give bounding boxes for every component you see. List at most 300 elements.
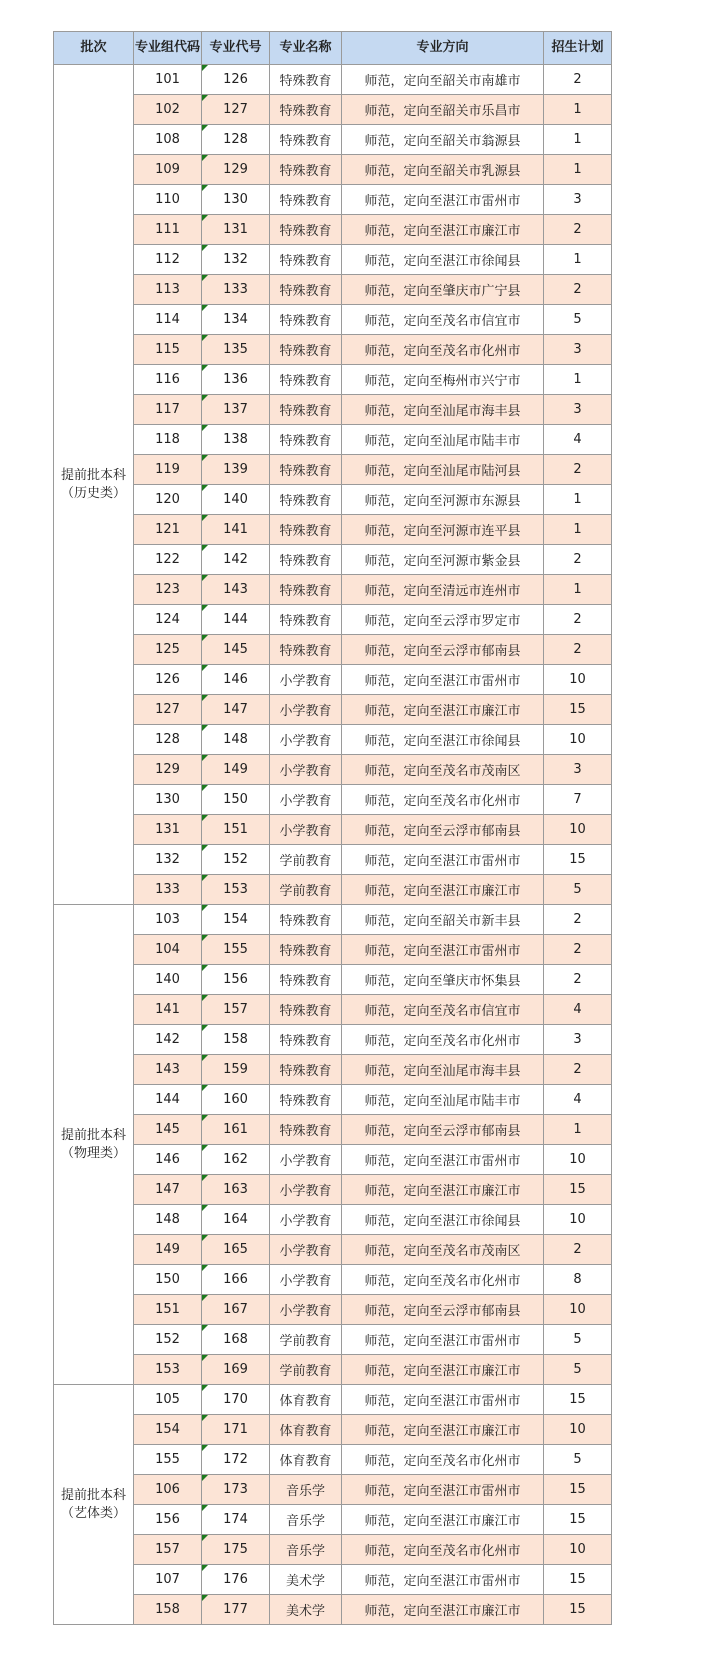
table-row — [54, 1205, 612, 1235]
major-name-cell — [270, 395, 342, 425]
major-direction-cell — [342, 635, 544, 665]
major-code-text: 140 — [223, 492, 248, 507]
major-code-cell — [202, 725, 270, 755]
table-row — [54, 1445, 612, 1475]
major-code-cell — [202, 65, 270, 95]
group-code-cell — [134, 545, 202, 575]
group-code-cell — [134, 395, 202, 425]
major-direction-cell — [342, 785, 544, 815]
group-code-cell — [134, 1565, 202, 1595]
major-code-cell — [202, 965, 270, 995]
group-code-cell — [134, 155, 202, 185]
text-number-marker-icon — [202, 545, 208, 551]
major-name-text: 特殊教育 — [279, 74, 332, 89]
plan-count-cell — [544, 815, 612, 845]
major-direction-text: 师范，定向至汕尾市陆丰市 — [364, 434, 521, 449]
text-number-marker-icon — [202, 455, 208, 461]
plan-count-cell — [544, 485, 612, 515]
plan-count-cell — [544, 1115, 612, 1145]
group-code-cell — [134, 125, 202, 155]
major-name-text: 学前教育 — [279, 1334, 332, 1349]
plan-count-text: 2 — [573, 942, 582, 957]
major-code-text: 147 — [223, 702, 248, 717]
group-code-cell — [134, 515, 202, 545]
group-code-text: 118 — [155, 432, 180, 447]
major-direction-text: 师范，定向至河源市东源县 — [364, 494, 521, 509]
header-enrollment-plan: 招生计划 — [544, 32, 612, 65]
enrollment-plan-table — [53, 31, 612, 1625]
major-direction-cell — [342, 425, 544, 455]
plan-count-cell — [544, 785, 612, 815]
plan-count-text: 15 — [569, 1602, 586, 1617]
major-direction-cell — [342, 365, 544, 395]
group-code-cell — [134, 1475, 202, 1505]
group-code-cell — [134, 1115, 202, 1145]
table-row — [54, 575, 612, 605]
major-name-text: 音乐学 — [285, 1544, 325, 1559]
plan-count-text: 5 — [573, 1452, 582, 1467]
plan-count-text: 15 — [569, 1512, 586, 1527]
major-code-text: 141 — [223, 522, 248, 537]
text-number-marker-icon — [202, 305, 208, 311]
major-name-text: 体育教育 — [279, 1394, 332, 1409]
major-code-cell — [202, 395, 270, 425]
major-direction-text: 师范，定向至肇庆市广宁县 — [364, 284, 521, 299]
major-direction-text: 师范，定向至茂名市化州市 — [364, 344, 521, 359]
plan-count-cell — [544, 1325, 612, 1355]
major-direction-text: 师范，定向至茂名市化州市 — [364, 1454, 521, 1469]
major-direction-cell — [342, 1565, 544, 1595]
major-code-text: 158 — [223, 1032, 248, 1047]
batch-label: 提前批本科 — [60, 467, 126, 483]
major-code-text: 166 — [223, 1272, 248, 1287]
text-number-marker-icon — [202, 1115, 208, 1121]
text-number-marker-icon — [202, 1145, 208, 1151]
group-code-text: 153 — [155, 1362, 180, 1377]
major-direction-cell — [342, 875, 544, 905]
major-code-cell — [202, 995, 270, 1025]
table-row — [54, 1355, 612, 1385]
major-name-text: 特殊教育 — [279, 584, 332, 599]
table-row — [54, 605, 612, 635]
major-code-text: 143 — [223, 582, 248, 597]
major-name-cell — [270, 1265, 342, 1295]
header-major-direction: 专业方向 — [342, 32, 544, 65]
major-name-cell — [270, 275, 342, 305]
major-name-cell — [270, 155, 342, 185]
major-direction-text: 师范，定向至云浮市郁南县 — [364, 1304, 521, 1319]
group-code-text: 151 — [155, 1302, 180, 1317]
text-number-marker-icon — [202, 1205, 208, 1211]
plan-count-cell — [544, 1415, 612, 1445]
table-row — [54, 275, 612, 305]
major-code-cell — [202, 545, 270, 575]
plan-count-cell — [544, 215, 612, 245]
plan-count-text: 2 — [573, 1242, 582, 1257]
major-code-text: 136 — [223, 372, 248, 387]
plan-count-text: 2 — [573, 912, 582, 927]
text-number-marker-icon — [202, 875, 208, 881]
group-code-cell — [134, 875, 202, 905]
major-direction-text: 师范，定向至云浮市郁南县 — [364, 1124, 521, 1139]
group-code-cell — [134, 1085, 202, 1115]
group-code-text: 129 — [155, 762, 180, 777]
text-number-marker-icon — [202, 275, 208, 281]
major-code-cell — [202, 1025, 270, 1055]
major-code-cell — [202, 215, 270, 245]
major-name-cell — [270, 1025, 342, 1055]
text-number-marker-icon — [202, 905, 208, 911]
group-code-text: 155 — [155, 1452, 180, 1467]
major-code-cell — [202, 1595, 270, 1625]
batch-cell — [54, 905, 134, 1385]
major-code-text: 137 — [223, 402, 248, 417]
text-number-marker-icon — [202, 1535, 208, 1541]
major-name-text: 小学教育 — [279, 764, 332, 779]
major-code-cell — [202, 875, 270, 905]
plan-count-cell — [544, 1265, 612, 1295]
table-row — [54, 695, 612, 725]
plan-count-text: 10 — [569, 1542, 586, 1557]
major-name-cell — [270, 1085, 342, 1115]
major-name-text: 特殊教育 — [279, 344, 332, 359]
plan-count-cell — [544, 305, 612, 335]
major-name-text: 特殊教育 — [279, 1004, 332, 1019]
plan-count-cell — [544, 1295, 612, 1325]
group-code-cell — [134, 1505, 202, 1535]
group-code-text: 114 — [155, 312, 180, 327]
major-direction-cell — [342, 125, 544, 155]
major-code-cell — [202, 1115, 270, 1145]
group-code-text: 152 — [155, 1332, 180, 1347]
group-code-cell — [134, 845, 202, 875]
plan-count-text: 10 — [569, 1152, 586, 1167]
plan-count-text: 10 — [569, 1212, 586, 1227]
major-direction-text: 师范，定向至湛江市廉江市 — [364, 1364, 521, 1379]
major-direction-text: 师范，定向至汕尾市陆丰市 — [364, 1094, 521, 1109]
text-number-marker-icon — [202, 185, 208, 191]
group-code-text: 142 — [155, 1032, 180, 1047]
major-code-cell — [202, 125, 270, 155]
major-direction-cell — [342, 965, 544, 995]
major-code-cell — [202, 275, 270, 305]
major-name-cell — [270, 1595, 342, 1625]
table-row — [54, 395, 612, 425]
group-code-cell — [134, 1535, 202, 1565]
table-row — [54, 155, 612, 185]
group-code-cell — [134, 1325, 202, 1355]
group-code-text: 112 — [155, 252, 180, 267]
major-name-cell — [270, 1115, 342, 1145]
major-direction-cell — [342, 215, 544, 245]
major-code-cell — [202, 95, 270, 125]
major-direction-text: 师范，定向至湛江市雷州市 — [364, 674, 521, 689]
text-number-marker-icon — [202, 1055, 208, 1061]
plan-count-cell — [544, 665, 612, 695]
text-number-marker-icon — [202, 995, 208, 1001]
plan-count-text: 1 — [573, 132, 582, 147]
table-row — [54, 95, 612, 125]
major-code-text: 177 — [223, 1602, 248, 1617]
major-direction-cell — [342, 845, 544, 875]
major-code-text: 144 — [223, 612, 248, 627]
plan-count-text: 5 — [573, 312, 582, 327]
group-code-text: 148 — [155, 1212, 180, 1227]
major-direction-text: 师范，定向至韶关市乳源县 — [364, 164, 521, 179]
group-code-text: 150 — [155, 1272, 180, 1287]
batch-label: 提前批本科 — [60, 1487, 126, 1503]
text-number-marker-icon — [202, 1505, 208, 1511]
major-direction-cell — [342, 305, 544, 335]
major-name-text: 小学教育 — [279, 674, 332, 689]
table-row — [54, 305, 612, 335]
major-name-cell — [270, 1235, 342, 1265]
major-direction-cell — [342, 1235, 544, 1265]
major-name-cell — [270, 1355, 342, 1385]
header-batch: 批次 — [54, 32, 134, 65]
table-row — [54, 515, 612, 545]
batch-category: （历史类） — [60, 485, 126, 501]
major-code-cell — [202, 1325, 270, 1355]
major-code-text: 129 — [223, 162, 248, 177]
group-code-cell — [134, 1295, 202, 1325]
major-direction-cell — [342, 935, 544, 965]
group-code-cell — [134, 785, 202, 815]
table-row — [54, 335, 612, 365]
group-code-cell — [134, 815, 202, 845]
major-name-text: 小学教育 — [279, 704, 332, 719]
major-name-cell — [270, 365, 342, 395]
major-code-cell — [202, 785, 270, 815]
major-name-text: 特殊教育 — [279, 104, 332, 119]
major-direction-text: 师范，定向至汕尾市海丰县 — [364, 1064, 521, 1079]
major-name-cell — [270, 845, 342, 875]
major-direction-cell — [342, 1295, 544, 1325]
text-number-marker-icon — [202, 65, 208, 71]
text-number-marker-icon — [202, 335, 208, 341]
major-code-cell — [202, 905, 270, 935]
text-number-marker-icon — [202, 515, 208, 521]
table-row — [54, 1565, 612, 1595]
major-code-text: 153 — [223, 882, 248, 897]
plan-count-text: 1 — [573, 252, 582, 267]
major-name-text: 特殊教育 — [279, 524, 332, 539]
batch-cell — [54, 65, 134, 905]
plan-count-text: 10 — [569, 822, 586, 837]
major-name-cell — [270, 755, 342, 785]
major-direction-cell — [342, 815, 544, 845]
major-name-cell — [270, 425, 342, 455]
major-code-text: 161 — [223, 1122, 248, 1137]
major-direction-cell — [342, 275, 544, 305]
major-direction-text: 师范，定向至湛江市廉江市 — [364, 704, 521, 719]
text-number-marker-icon — [202, 935, 208, 941]
major-code-cell — [202, 665, 270, 695]
major-name-text: 小学教育 — [279, 794, 332, 809]
major-direction-cell — [342, 1175, 544, 1205]
major-code-cell — [202, 425, 270, 455]
major-name-text: 特殊教育 — [279, 974, 332, 989]
major-direction-cell — [342, 1115, 544, 1145]
major-direction-text: 师范，定向至湛江市徐闻县 — [364, 734, 521, 749]
group-code-cell — [134, 1025, 202, 1055]
major-name-text: 特殊教育 — [279, 1094, 332, 1109]
plan-count-text: 3 — [573, 342, 582, 357]
plan-count-text: 2 — [573, 642, 582, 657]
text-number-marker-icon — [202, 1175, 208, 1181]
major-code-text: 159 — [223, 1062, 248, 1077]
major-direction-text: 师范，定向至茂名市信宜市 — [364, 1004, 521, 1019]
major-code-text: 175 — [223, 1542, 248, 1557]
text-number-marker-icon — [202, 395, 208, 401]
group-code-text: 120 — [155, 492, 180, 507]
table-row — [54, 1415, 612, 1445]
major-name-cell — [270, 545, 342, 575]
major-name-cell — [270, 335, 342, 365]
major-direction-text: 师范，定向至汕尾市海丰县 — [364, 404, 521, 419]
plan-count-text: 4 — [573, 1002, 582, 1017]
major-name-cell — [270, 785, 342, 815]
batch-category: （物理类） — [60, 1145, 126, 1161]
group-code-cell — [134, 185, 202, 215]
major-direction-text: 师范，定向至韶关市新丰县 — [364, 914, 521, 929]
major-name-cell — [270, 215, 342, 245]
major-code-text: 154 — [223, 912, 248, 927]
text-number-marker-icon — [202, 365, 208, 371]
group-code-text: 143 — [155, 1062, 180, 1077]
plan-count-cell — [544, 935, 612, 965]
group-code-text: 154 — [155, 1422, 180, 1437]
table-row — [54, 1175, 612, 1205]
major-direction-text: 师范，定向至湛江市徐闻县 — [364, 1214, 521, 1229]
major-code-text: 139 — [223, 462, 248, 477]
major-name-text: 音乐学 — [285, 1514, 325, 1529]
group-code-text: 107 — [155, 1572, 180, 1587]
group-code-cell — [134, 635, 202, 665]
plan-count-cell — [544, 1235, 612, 1265]
text-number-marker-icon — [202, 1325, 208, 1331]
major-code-text: 168 — [223, 1332, 248, 1347]
major-code-cell — [202, 485, 270, 515]
major-name-text: 特殊教育 — [279, 914, 332, 929]
major-code-text: 148 — [223, 732, 248, 747]
header-row — [54, 32, 612, 65]
group-code-cell — [134, 965, 202, 995]
plan-count-text: 15 — [569, 702, 586, 717]
text-number-marker-icon — [202, 1385, 208, 1391]
plan-count-cell — [544, 245, 612, 275]
major-name-text: 学前教育 — [279, 854, 332, 869]
major-direction-text: 师范，定向至茂名市化州市 — [364, 1274, 521, 1289]
group-code-text: 115 — [155, 342, 180, 357]
plan-count-cell — [544, 1145, 612, 1175]
major-direction-text: 师范，定向至云浮市罗定市 — [364, 614, 521, 629]
text-number-marker-icon — [202, 665, 208, 671]
major-code-cell — [202, 695, 270, 725]
major-name-text: 学前教育 — [279, 884, 332, 899]
group-code-cell — [134, 1145, 202, 1175]
major-direction-text: 师范，定向至茂名市化州市 — [364, 1544, 521, 1559]
major-direction-cell — [342, 485, 544, 515]
group-code-cell — [134, 1055, 202, 1085]
plan-count-cell — [544, 1085, 612, 1115]
major-code-cell — [202, 185, 270, 215]
major-code-cell — [202, 335, 270, 365]
major-direction-cell — [342, 995, 544, 1025]
group-code-cell — [134, 425, 202, 455]
table-row — [54, 965, 612, 995]
group-code-cell — [134, 95, 202, 125]
major-name-cell — [270, 1325, 342, 1355]
group-code-text: 128 — [155, 732, 180, 747]
plan-count-text: 2 — [573, 222, 582, 237]
plan-count-cell — [544, 365, 612, 395]
major-direction-cell — [342, 1205, 544, 1235]
group-code-text: 101 — [155, 72, 180, 87]
major-direction-cell — [342, 245, 544, 275]
major-name-text: 体育教育 — [279, 1454, 332, 1469]
major-code-text: 172 — [223, 1452, 248, 1467]
table-row — [54, 1325, 612, 1355]
major-code-text: 130 — [223, 192, 248, 207]
major-code-text: 151 — [223, 822, 248, 837]
major-direction-cell — [342, 575, 544, 605]
plan-count-cell — [544, 65, 612, 95]
group-code-text: 125 — [155, 642, 180, 657]
plan-count-text: 1 — [573, 522, 582, 537]
major-code-text: 128 — [223, 132, 248, 147]
major-name-cell — [270, 575, 342, 605]
group-code-text: 117 — [155, 402, 180, 417]
plan-count-cell — [544, 1445, 612, 1475]
major-name-text: 特殊教育 — [279, 284, 332, 299]
major-code-text: 164 — [223, 1212, 248, 1227]
text-number-marker-icon — [202, 1235, 208, 1241]
plan-count-text: 5 — [573, 1332, 582, 1347]
plan-count-text: 3 — [573, 762, 582, 777]
table-row — [54, 365, 612, 395]
table-row — [54, 995, 612, 1025]
plan-count-cell — [544, 95, 612, 125]
major-direction-text: 师范，定向至湛江市雷州市 — [364, 1334, 521, 1349]
header-major-code: 专业代号 — [202, 32, 270, 65]
text-number-marker-icon — [202, 965, 208, 971]
group-code-text: 116 — [155, 372, 180, 387]
major-code-text: 135 — [223, 342, 248, 357]
group-code-cell — [134, 905, 202, 935]
group-code-text: 158 — [155, 1602, 180, 1617]
text-number-marker-icon — [202, 425, 208, 431]
table-row — [54, 1025, 612, 1055]
major-name-cell — [270, 875, 342, 905]
major-direction-cell — [342, 335, 544, 365]
major-name-cell — [270, 1475, 342, 1505]
plan-count-cell — [544, 1175, 612, 1205]
major-name-cell — [270, 995, 342, 1025]
plan-count-text: 5 — [573, 882, 582, 897]
major-name-cell — [270, 815, 342, 845]
major-direction-text: 师范，定向至湛江市雷州市 — [364, 944, 521, 959]
group-code-cell — [134, 935, 202, 965]
plan-count-cell — [544, 995, 612, 1025]
group-code-cell — [134, 1355, 202, 1385]
text-number-marker-icon — [202, 155, 208, 161]
group-code-cell — [134, 245, 202, 275]
plan-count-text: 2 — [573, 612, 582, 627]
major-code-text: 152 — [223, 852, 248, 867]
plan-count-text: 15 — [569, 1572, 586, 1587]
major-direction-cell — [342, 695, 544, 725]
